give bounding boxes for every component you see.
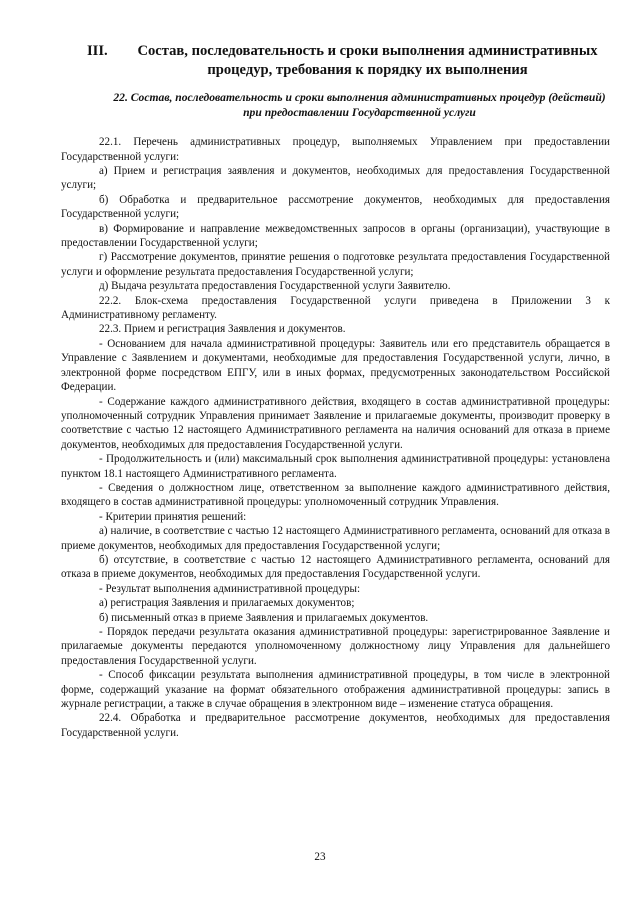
section-heading — [61, 42, 610, 80]
paragraph: - Продолжительность и (или) максимальный срок выполнения административной процедуры: установлена пунктом 18.1 настоящего Административного регламента. — [61, 453, 610, 480]
section-title: Состав, последовательность и сроки выполнения административных процедур, требования к порядку их выполнения — [137, 43, 598, 78]
paragraph: 22.4. Обработка и предварительное рассмотрение документов, необходимых для предоставления Государственной услуги. — [61, 712, 610, 739]
paragraph: - Порядок передачи результата оказания административной процедуры: зарегистрированное Заявление и прилагаемые документы передаются уполномоченному должностному лицу Управления для дальнейшего предоставления Государственной услуги. — [61, 626, 610, 667]
paragraph: - Сведения о должностном лице, ответственном за выполнение каждого административного действия, входящего в состав административной процедуры: уполномоченный сотрудник Управления. — [61, 481, 610, 509]
list-item: а) наличие, в соответствие с частью 12 настоящего Административного регламента, оснований для отказа в приеме документов, необходимых для предоставления Государственной услуги; — [61, 525, 610, 552]
paragraph: 22.1. Перечень административных процедур, выполняемых Управлением при предоставлении Государственной услуги: — [61, 136, 610, 163]
subsection-title: 22. Состав, последовательность и сроки выполнения административных процедур (действий) при предоставлении Государственной услуги — [113, 91, 606, 119]
paragraph: - Критерии принятия решений: — [99, 510, 247, 523]
list-item: в) Формирование и направление межведомственных запросов в органы (организации), участвующие в предоставлении Государственной услуги; — [61, 222, 610, 250]
list-item: а) регистрация Заявления и прилагаемых документов; — [99, 597, 355, 610]
document-body — [61, 135, 610, 740]
paragraph: 22.3. Прием и регистрация Заявления и документов. — [99, 323, 346, 336]
list-item: б) Обработка и предварительное рассмотрение документов, необходимых для предоставления Государственной услуги; — [61, 193, 610, 221]
paragraph: 22.2. Блок-схема предоставления Государственной услуги приведена в Приложении 3 к Административному регламенту. — [61, 294, 610, 322]
list-item: а) Прием и регистрация заявления и документов, необходимых для предоставления Государственной услуги; — [61, 165, 610, 192]
paragraph: - Основанием для начала административной процедуры: Заявитель или его представитель обращается в Управление с Заявлением и документами, необходимые для предоставления Государственной услуги, лично, в электронной форме посредством ЕПГУ, или в иных формах, предусмотренных законодательством Российской Федерации. — [61, 337, 610, 394]
list-item: б) письменный отказ в приеме Заявления и прилагаемых документов. — [99, 611, 429, 624]
list-item: г) Рассмотрение документов, принятие решения о подготовке результата предоставления Государственной услуги и оформление результата предоставления Государственной услуги; — [61, 251, 610, 278]
paragraph: - Способ фиксации результата выполнения административной процедуры, в том числе в электронной форме, содержащий указание на формат обязательного отображения административной процедуры: запись в журнале регистрации, а также в случае обращения в электронном виде – изменение статуса обращения. — [61, 669, 610, 711]
paragraph: - Содержание каждого административного действия, входящего в состав административной процедуры: уполномоченный сотрудник Управления принимает Заявление и прилагаемые документы, производит проверку в соответствие с частью 12 настоящего Административного регламента на наличия оснований для отказа в приеме документов, необходимых для предоставления Государственной услуги. — [61, 395, 610, 451]
list-item: б) отсутствие, в соответствие с частью 12 настоящего Административного регламента, оснований для отказа в приеме документов, необходимых для предоставления Государственной услуги. — [61, 553, 610, 581]
page-number: 23 — [314, 851, 326, 863]
list-item: д) Выдача результата предоставления Государственной услуги Заявителю. — [99, 280, 451, 293]
section-number: III. — [87, 43, 108, 59]
paragraph: - Результат выполнения административной процедуры: — [99, 582, 361, 595]
